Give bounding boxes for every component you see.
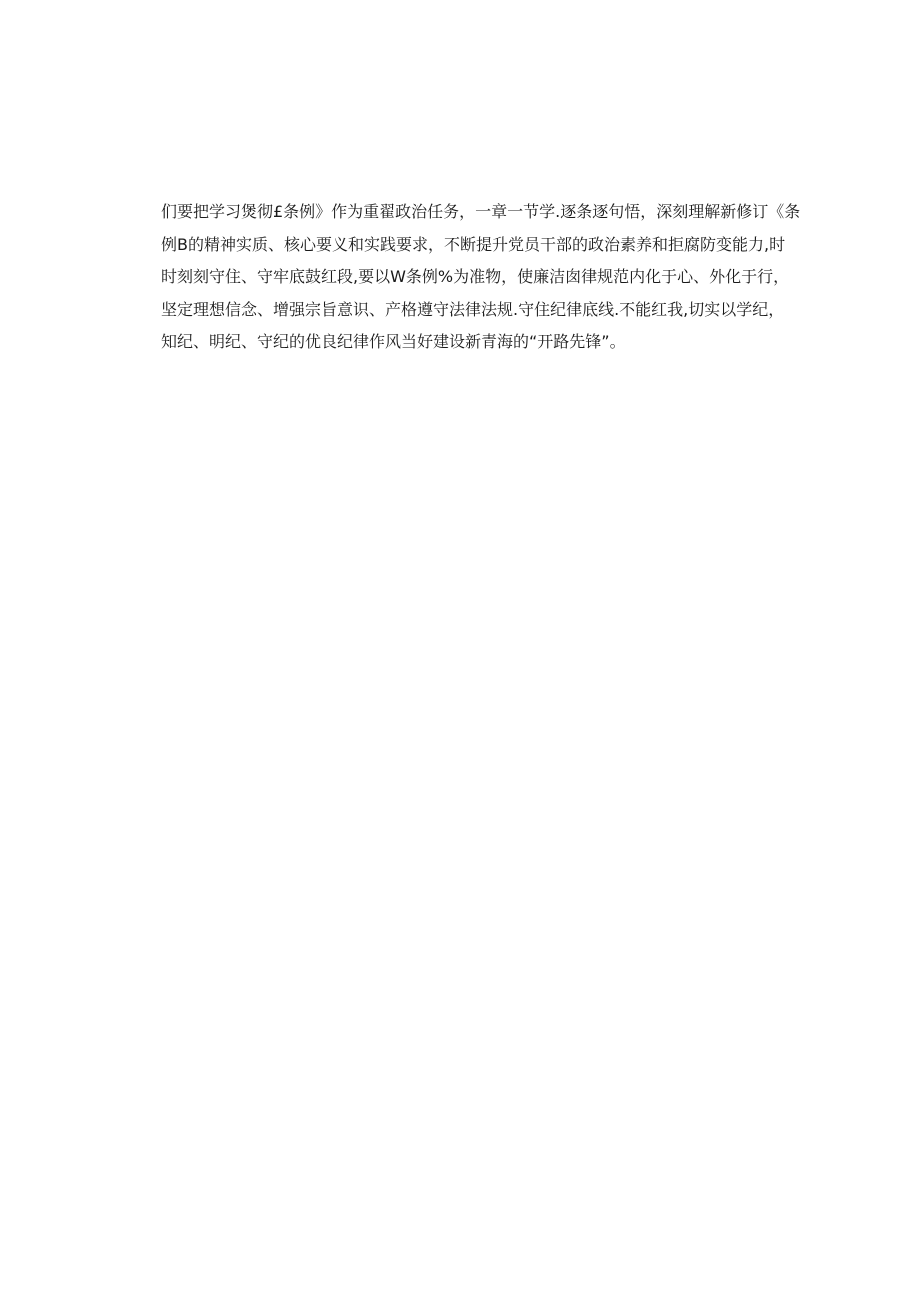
paragraph-line-4: 坚定理想信念、增强宗旨意识、产格遵守法律法规.守住纪律底线.不能红我,切实以学纪， (161, 299, 785, 319)
paragraph-line-3: 时刻刻守住、守牢底鼓红段,要以W条例%为准物，使廉洁囱律规范内化于心、外化于行， (161, 267, 790, 286)
paragraph-line-2: 例B的精神实质、核心要义和实践要求，不断提升党员干部的政治素养和拒腐防变能力,时 (161, 234, 786, 254)
paragraph-line-5: 知纪、明纪、守纪的优良纪律作风当好建设新青海的“开路先锋”。 (161, 332, 626, 351)
body-paragraph (161, 196, 801, 359)
paragraph-line-1: 们要把学习煲彻£条例》作为重翟政治任务，一章一节学.逐条逐句悟，深刻理解新修订《条 (161, 202, 801, 221)
